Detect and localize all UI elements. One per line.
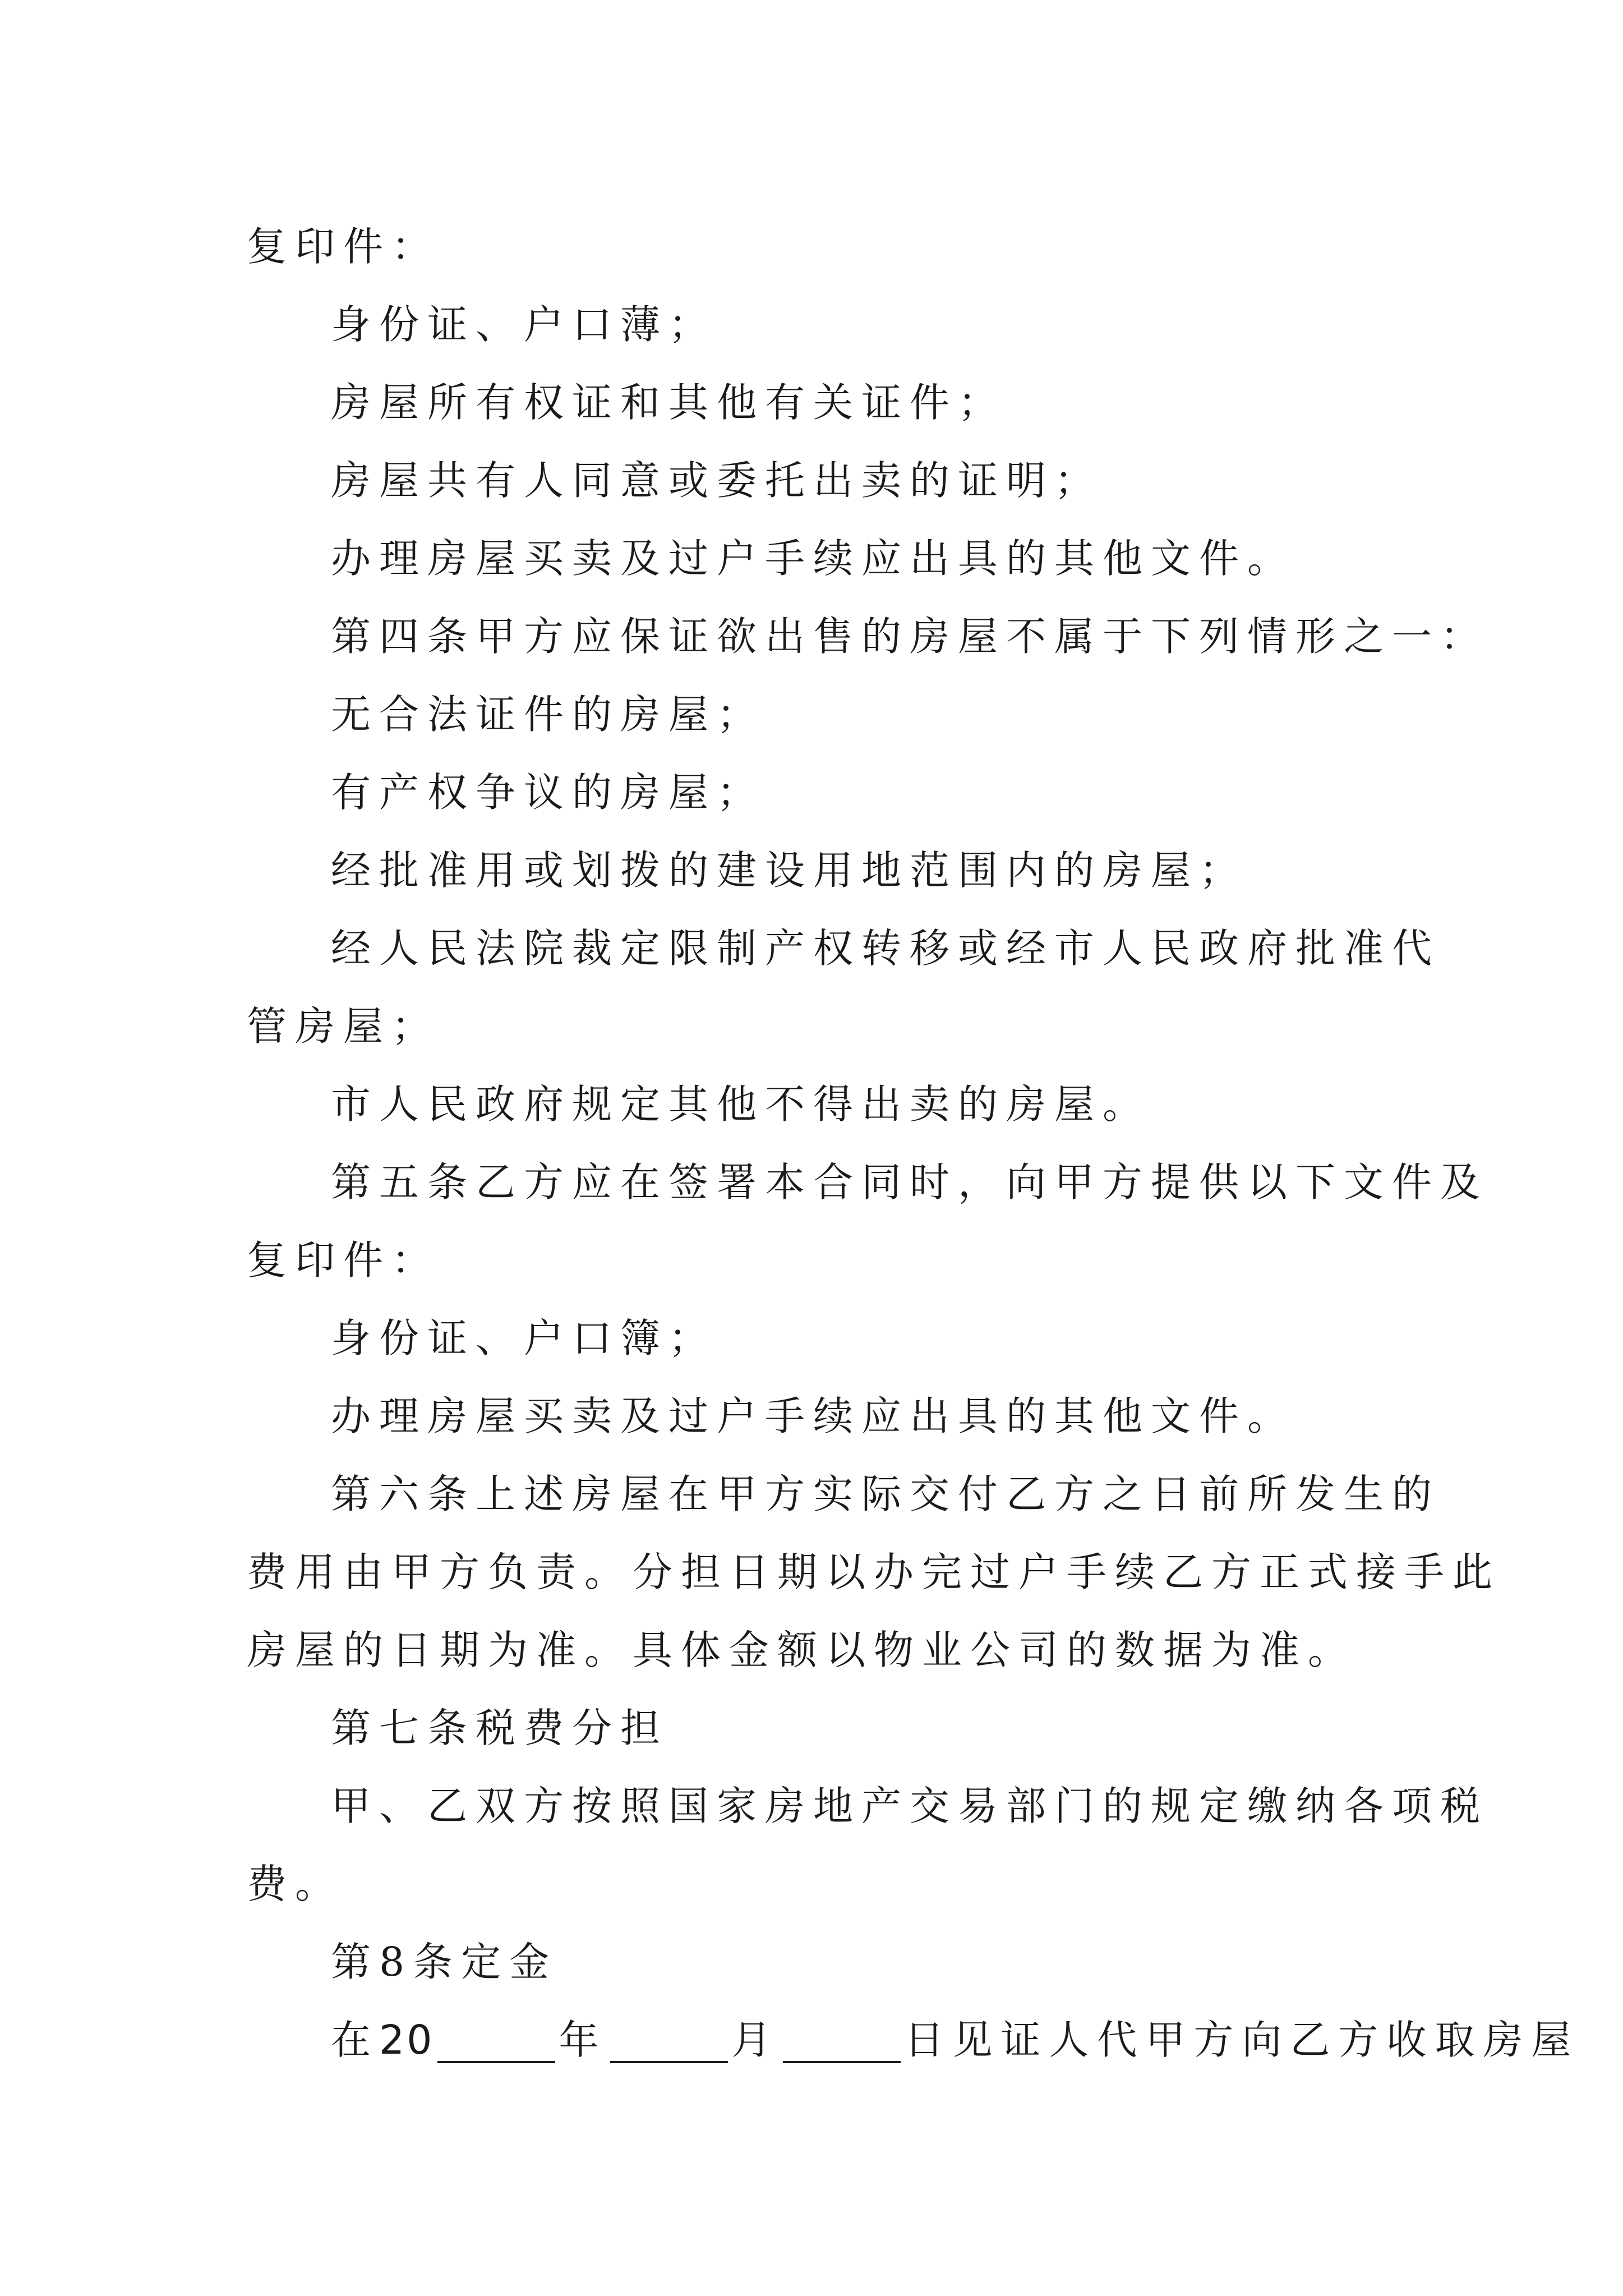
- text-line: 费用由甲方负责。分担日期以办完过户手续乙方正式接手此: [247, 1549, 1501, 1595]
- text-line: 身份证、户口簿；: [331, 1315, 717, 1361]
- day-blank: [783, 2022, 901, 2063]
- text-line: 无合法证件的房屋；: [331, 691, 766, 738]
- date-line: [247, 2001, 1580, 2079]
- month-label: 月: [731, 2017, 780, 2063]
- month-blank: [610, 2022, 728, 2063]
- date-line-suffix: 日见证人代甲方向乙方收取房屋: [904, 2017, 1580, 2063]
- text-line: 办理房屋买卖及过户手续应出具的其他文件。: [331, 1393, 1296, 1439]
- text-line: 复印件：: [247, 1237, 440, 1283]
- text-line: 市人民政府规定其他不得出卖的房屋。: [331, 1081, 1151, 1128]
- year-label: 年: [559, 2017, 607, 2063]
- date-line-prefix: 在: [331, 2017, 380, 2063]
- text-line: 身份证、户口薄；: [331, 301, 717, 348]
- text-line: 房屋共有人同意或委托出卖的证明；: [331, 457, 1103, 504]
- article-heading: 第六条上述房屋在甲方实际交付乙方之日前所发生的: [331, 1471, 1441, 1517]
- article-heading: 第五条乙方应在签署本合同时，向甲方提供以下文件及: [331, 1159, 1489, 1205]
- year-prefix: 20: [379, 2017, 435, 2063]
- text-line: 办理房屋买卖及过户手续应出具的其他文件。: [331, 535, 1296, 582]
- text-line: 甲、乙双方按照国家房地产交易部门的规定缴纳各项税: [331, 1783, 1489, 1829]
- year-blank: [437, 2022, 555, 2063]
- article-heading: 第七条税费分担: [331, 1705, 669, 1751]
- text-line: 费。: [247, 1861, 344, 1907]
- text-line: 经人民法院裁定限制产权转移或经市人民政府批准代: [331, 925, 1441, 972]
- article-heading: 第8条定金: [331, 1939, 558, 1985]
- text-line: 有产权争议的房屋；: [331, 769, 766, 816]
- text-line: 经批准用或划拨的建设用地范围内的房屋；: [331, 847, 1248, 894]
- article-heading: 第四条甲方应保证欲出售的房屋不属于下列情形之一：: [331, 613, 1489, 660]
- text-line: 房屋的日期为准。具体金额以物业公司的数据为准。: [247, 1627, 1357, 1673]
- text-line: 管房屋；: [247, 1003, 440, 1050]
- text-line: 复印件：: [247, 223, 440, 270]
- contract-text: [247, 208, 1580, 2079]
- text-line: 房屋所有权证和其他有关证件；: [331, 379, 1007, 426]
